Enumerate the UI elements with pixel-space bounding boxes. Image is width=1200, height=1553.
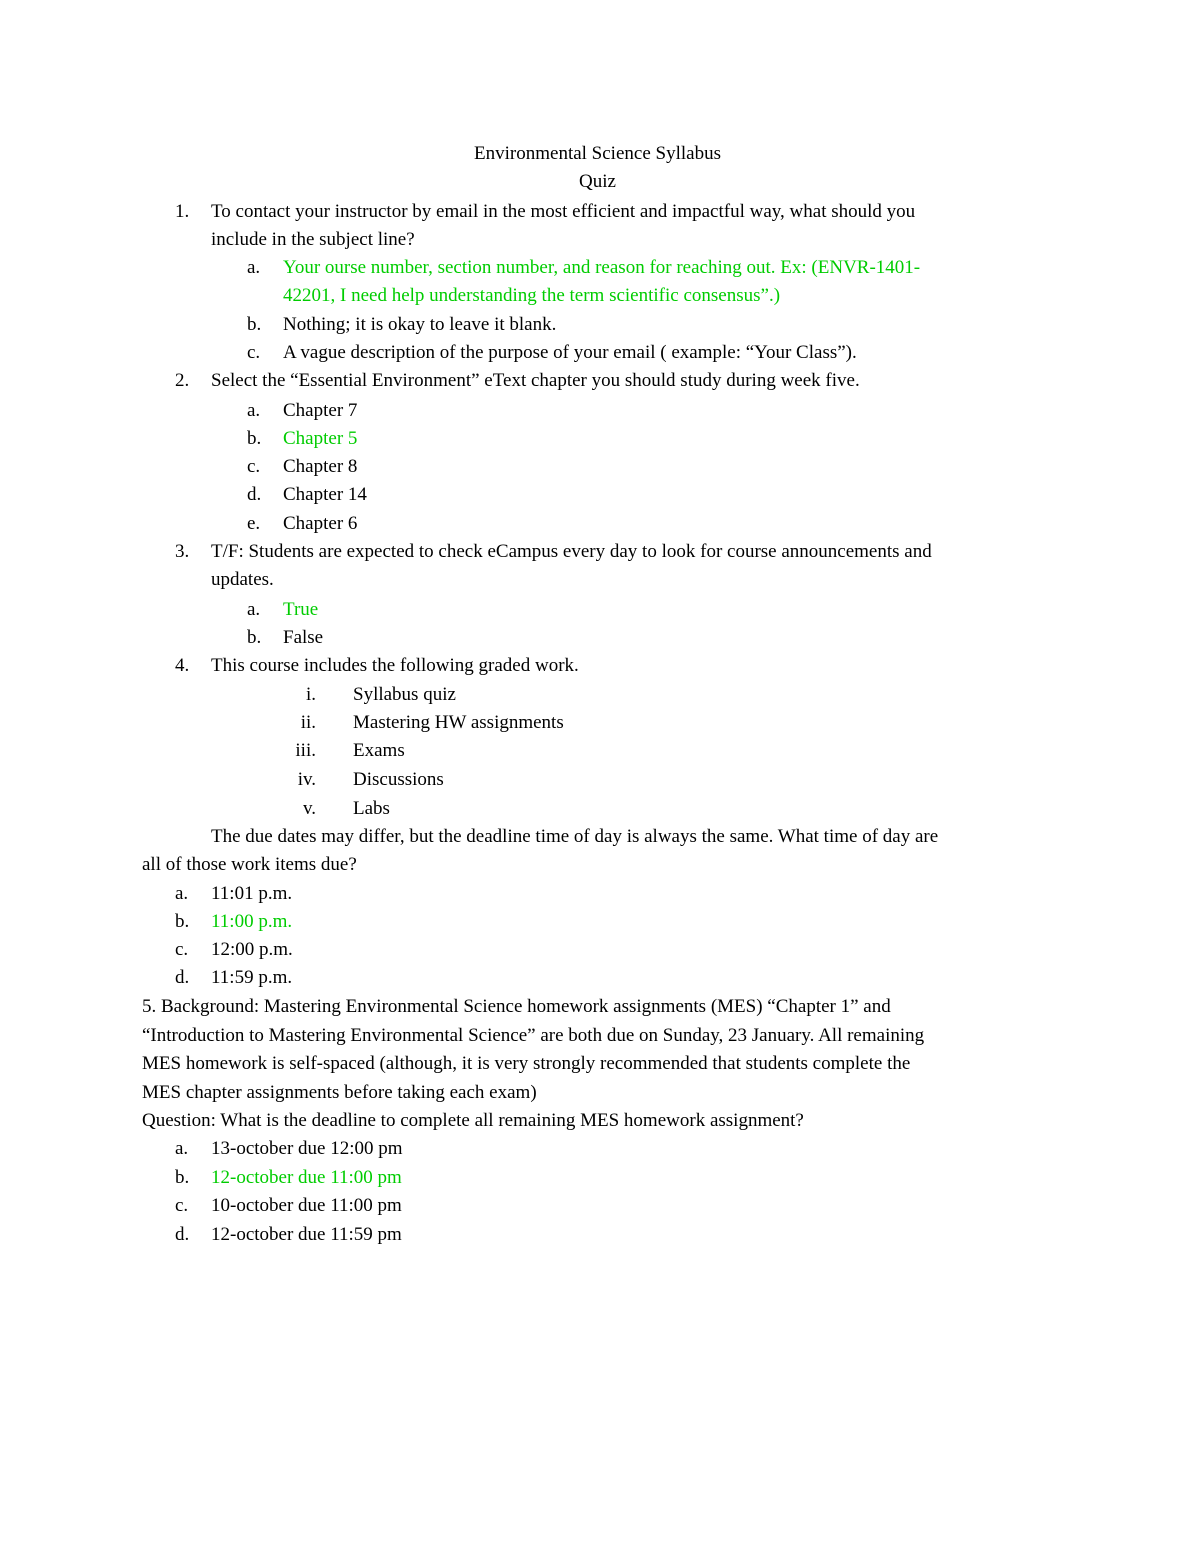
q2-option-letter: a.	[247, 400, 261, 421]
q4-option-letter: b.	[175, 911, 190, 932]
q4-option-text-correct: 11:00 p.m.	[211, 911, 293, 932]
q4-option-text: 12:00 p.m.	[211, 939, 293, 960]
q1-option-c-text: A vague description of the purpose of your email ( example: “Your Class”).	[283, 342, 857, 363]
q2-option-text: Chapter 6	[283, 513, 358, 534]
q3-option-letter: b.	[247, 627, 262, 648]
q5-option-letter: b.	[175, 1167, 190, 1188]
q5-option-text: 10-october due 11:00 pm	[211, 1195, 402, 1216]
q4-option-letter: a.	[175, 883, 189, 904]
q4-option-text: 11:59 p.m.	[211, 967, 293, 988]
q5-question: Question: What is the deadline to complete all remaining MES homework assignment?	[142, 1110, 804, 1131]
q2-option-text: Chapter 14	[283, 484, 367, 505]
q4-item-text: Exams	[353, 740, 405, 761]
q5-background-line-4: MES chapter assignments before taking each exam)	[142, 1082, 537, 1103]
q2-option-letter: c.	[247, 456, 261, 477]
q1-option-a-line-1: Your ourse number, section number, and reason for reaching out. Ex: (ENVR-1401-	[283, 257, 921, 278]
q1-option-a-letter: a.	[247, 257, 261, 278]
q3-option-text-correct: True	[283, 599, 319, 620]
q5-option-letter: a.	[175, 1138, 189, 1159]
q5-background-line-1: 5. Background: Mastering Environmental Science homework assignments (MES) “Chapter 1” and	[142, 996, 891, 1017]
q2-number: 2.	[175, 370, 190, 391]
q4-number: 4.	[175, 655, 190, 676]
q4-option-letter: c.	[175, 939, 189, 960]
q1-option-b-text: Nothing; it is okay to leave it blank.	[283, 314, 557, 335]
q2-option-text: Chapter 7	[283, 400, 358, 421]
q4-item-text: Syllabus quiz	[353, 684, 456, 705]
q2-option-text-correct: Chapter 5	[283, 428, 358, 449]
q3-option-letter: a.	[247, 599, 261, 620]
q4-item-text: Discussions	[353, 769, 444, 790]
q2-text: Select the “Essential Environment” eText chapter you should study during week five.	[211, 370, 860, 391]
q4-item-numeral: iii.	[295, 740, 316, 761]
q5-background-line-3: MES homework is self-spaced (although, it is very strongly recommended that students complete the	[142, 1053, 911, 1074]
q4-item-numeral: i.	[305, 684, 316, 705]
q5-option-text: 13-october due 12:00 pm	[211, 1138, 403, 1159]
q4-item-numeral: ii.	[300, 712, 316, 733]
q4-item-text: Mastering HW assignments	[353, 712, 564, 733]
q3-option-text: False	[283, 627, 324, 648]
q1-option-c-letter: c.	[247, 342, 261, 363]
document-title: Environmental Science Syllabus	[474, 143, 721, 164]
q2-option-text: Chapter 8	[283, 456, 358, 477]
q2-option-letter: b.	[247, 428, 262, 449]
q2-option-letter: e.	[247, 513, 261, 534]
q4-followup-line-2: all of those work items due?	[142, 854, 357, 875]
q4-followup-line-1: The due dates may differ, but the deadline time of day is always the same. What time of day are	[211, 826, 939, 847]
q4-item-text: Labs	[353, 798, 390, 819]
q4-option-text: 11:01 p.m.	[211, 883, 293, 904]
q2-option-letter: d.	[247, 484, 262, 505]
q1-option-a-line-2: 42201, I need help understanding the term scientific consensus”.)	[283, 285, 781, 306]
q4-text: This course includes the following graded work.	[211, 655, 579, 676]
q4-item-numeral: iv.	[297, 769, 316, 790]
q3-text-line-1: T/F: Students are expected to check eCampus every day to look for course announcements and	[211, 541, 932, 562]
q5-option-text-correct: 12-october due 11:00 pm	[211, 1167, 402, 1188]
q1-text-line-2: include in the subject line?	[211, 229, 415, 250]
q4-option-letter: d.	[175, 967, 190, 988]
q4-item-numeral: v.	[302, 798, 316, 819]
q1-number: 1.	[175, 201, 190, 222]
q5-option-letter: c.	[175, 1195, 189, 1216]
q5-option-text: 12-october due 11:59 pm	[211, 1224, 402, 1245]
q3-text-line-2: updates.	[211, 569, 274, 590]
document-subtitle: Quiz	[579, 171, 616, 192]
q1-option-b-letter: b.	[247, 314, 262, 335]
q3-number: 3.	[175, 541, 190, 562]
q5-background-line-2: “Introduction to Mastering Environmental Science” are both due on Sunday, 23 January. All remaining	[142, 1025, 925, 1046]
q5-option-letter: d.	[175, 1224, 190, 1245]
q1-text-line-1: To contact your instructor by email in the most efficient and impactful way, what should you	[211, 201, 916, 222]
